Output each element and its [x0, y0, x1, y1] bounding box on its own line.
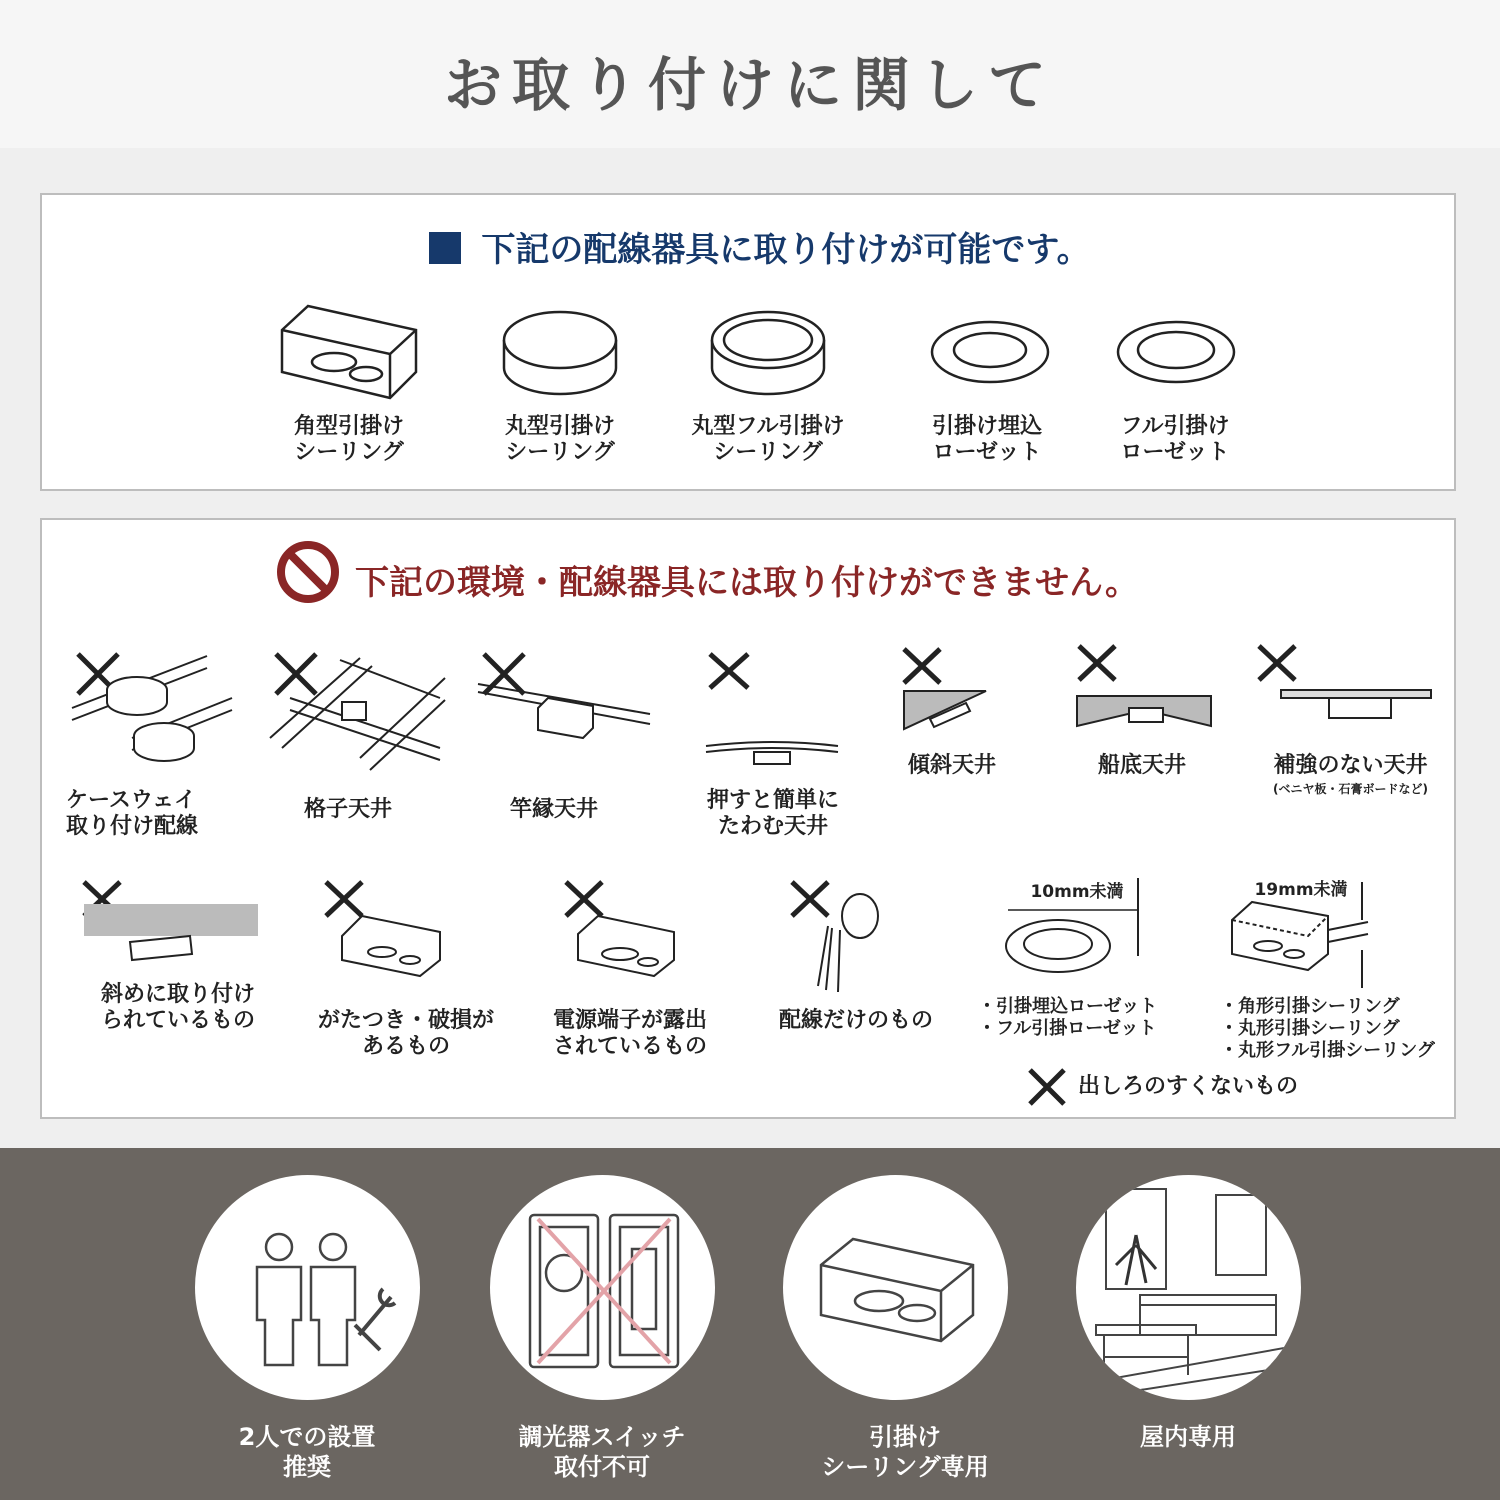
flexible-ceiling-icon: [704, 648, 840, 768]
bare-wiring-icon: [788, 876, 888, 996]
prohibited-icon: [276, 540, 340, 604]
ng-item-sublabel: (ベニヤ板・石膏ボードなど): [1273, 782, 1428, 796]
ng-item-label: ケースウェイ 取り付け配線: [66, 788, 199, 839]
damaged-rosette-icon: [322, 876, 457, 976]
compatible-title-text: 下記の配線器具に取り付けが可能です。: [481, 230, 1091, 270]
square-bullet-icon: [429, 232, 461, 264]
exposed-terminal-icon: [562, 876, 682, 976]
ng-item-label: 竿縁天井: [509, 797, 598, 822]
grid-ceiling-icon: [270, 648, 445, 773]
feature-label: 屋内専用: [1140, 1423, 1236, 1451]
footer-note: 出しろのすくないもの: [1078, 1074, 1299, 1099]
ok-item-label: 角型引掛け シーリング: [293, 414, 404, 465]
feature-label: 2人での設置 推奨: [238, 1423, 376, 1481]
feature-circle: [195, 1175, 420, 1400]
ng-item-label: 格子天井: [303, 797, 392, 822]
ng-item-label: 補強のない天井: [1273, 753, 1428, 778]
ng-item-label: 傾斜天井: [907, 753, 996, 778]
page-title: お取り付けに関して: [443, 51, 1056, 119]
shallow-rosette-icon: [998, 876, 1148, 996]
ng-item-label: 押すと簡単に たわむ天井: [706, 788, 839, 839]
tilted-mount-icon: [78, 876, 260, 966]
indoor-room-icon: [1076, 1175, 1301, 1400]
shallow-ceiling-rosette-icon: [1228, 880, 1378, 990]
page-header: [0, 0, 1500, 148]
ng-item-label: 電源端子が露出 されているもの: [552, 1008, 707, 1059]
sloped-ceiling-icon: [900, 645, 990, 735]
feature-circle: [490, 1175, 715, 1400]
round-ceiling-rosette-icon: [500, 306, 620, 401]
two-people-icon: [195, 1175, 420, 1400]
caseway-wiring-icon: [72, 648, 232, 778]
rod-edge-ceiling-icon: [478, 648, 650, 743]
incompatible-title: 下記の環境・配線器具には取り付けができません。: [355, 563, 1140, 603]
ceiling-note-list: ・角形引掛シーリング ・丸形引掛シーリング ・丸形フル引掛シーリング: [1220, 996, 1435, 1061]
ok-item-label: フル引掛け ローゼット: [1120, 414, 1230, 465]
round-full-ceiling-rosette-icon: [708, 306, 828, 401]
full-rosette-icon: [1114, 318, 1238, 386]
ng-item-label: 配線だけのもの: [778, 1008, 933, 1033]
ok-item-label: 引掛け埋込 ローゼット: [931, 414, 1042, 465]
feature-label: 引掛け シーリング専用: [821, 1423, 989, 1481]
feature-label: 調光器スイッチ 取付不可: [518, 1423, 686, 1481]
unreinforced-ceiling-icon: [1255, 642, 1433, 722]
rosette-note-list: ・引掛埋込ローゼット ・フル引掛ローゼット: [978, 996, 1158, 1039]
ok-item-label: 丸型引掛け シーリング: [504, 414, 615, 465]
ceiling-dimension: 19mm未満: [1254, 880, 1348, 900]
compatible-title: [0, 222, 1500, 271]
ng-item-label: 斜めに取り付け られているもの: [100, 982, 255, 1033]
rosette-dimension: 10mm未満: [1030, 882, 1124, 902]
ng-item-label: 船底天井: [1097, 753, 1186, 778]
dimmer-switch-icon: [490, 1175, 715, 1400]
ng-item-label: がたつき・破損が あるもの: [317, 1008, 494, 1059]
ok-item-label: 丸型フル引掛け シーリング: [691, 414, 845, 465]
cross-mark-icon: [1026, 1066, 1068, 1108]
embedded-rosette-icon: [928, 318, 1052, 386]
boat-bottom-ceiling-icon: [1075, 642, 1215, 732]
feature-circle: [783, 1175, 1008, 1400]
square-ceiling-rosette-icon: [278, 302, 420, 402]
ceiling-rosette-icon: [783, 1175, 1008, 1400]
feature-circle: [1076, 1175, 1301, 1400]
